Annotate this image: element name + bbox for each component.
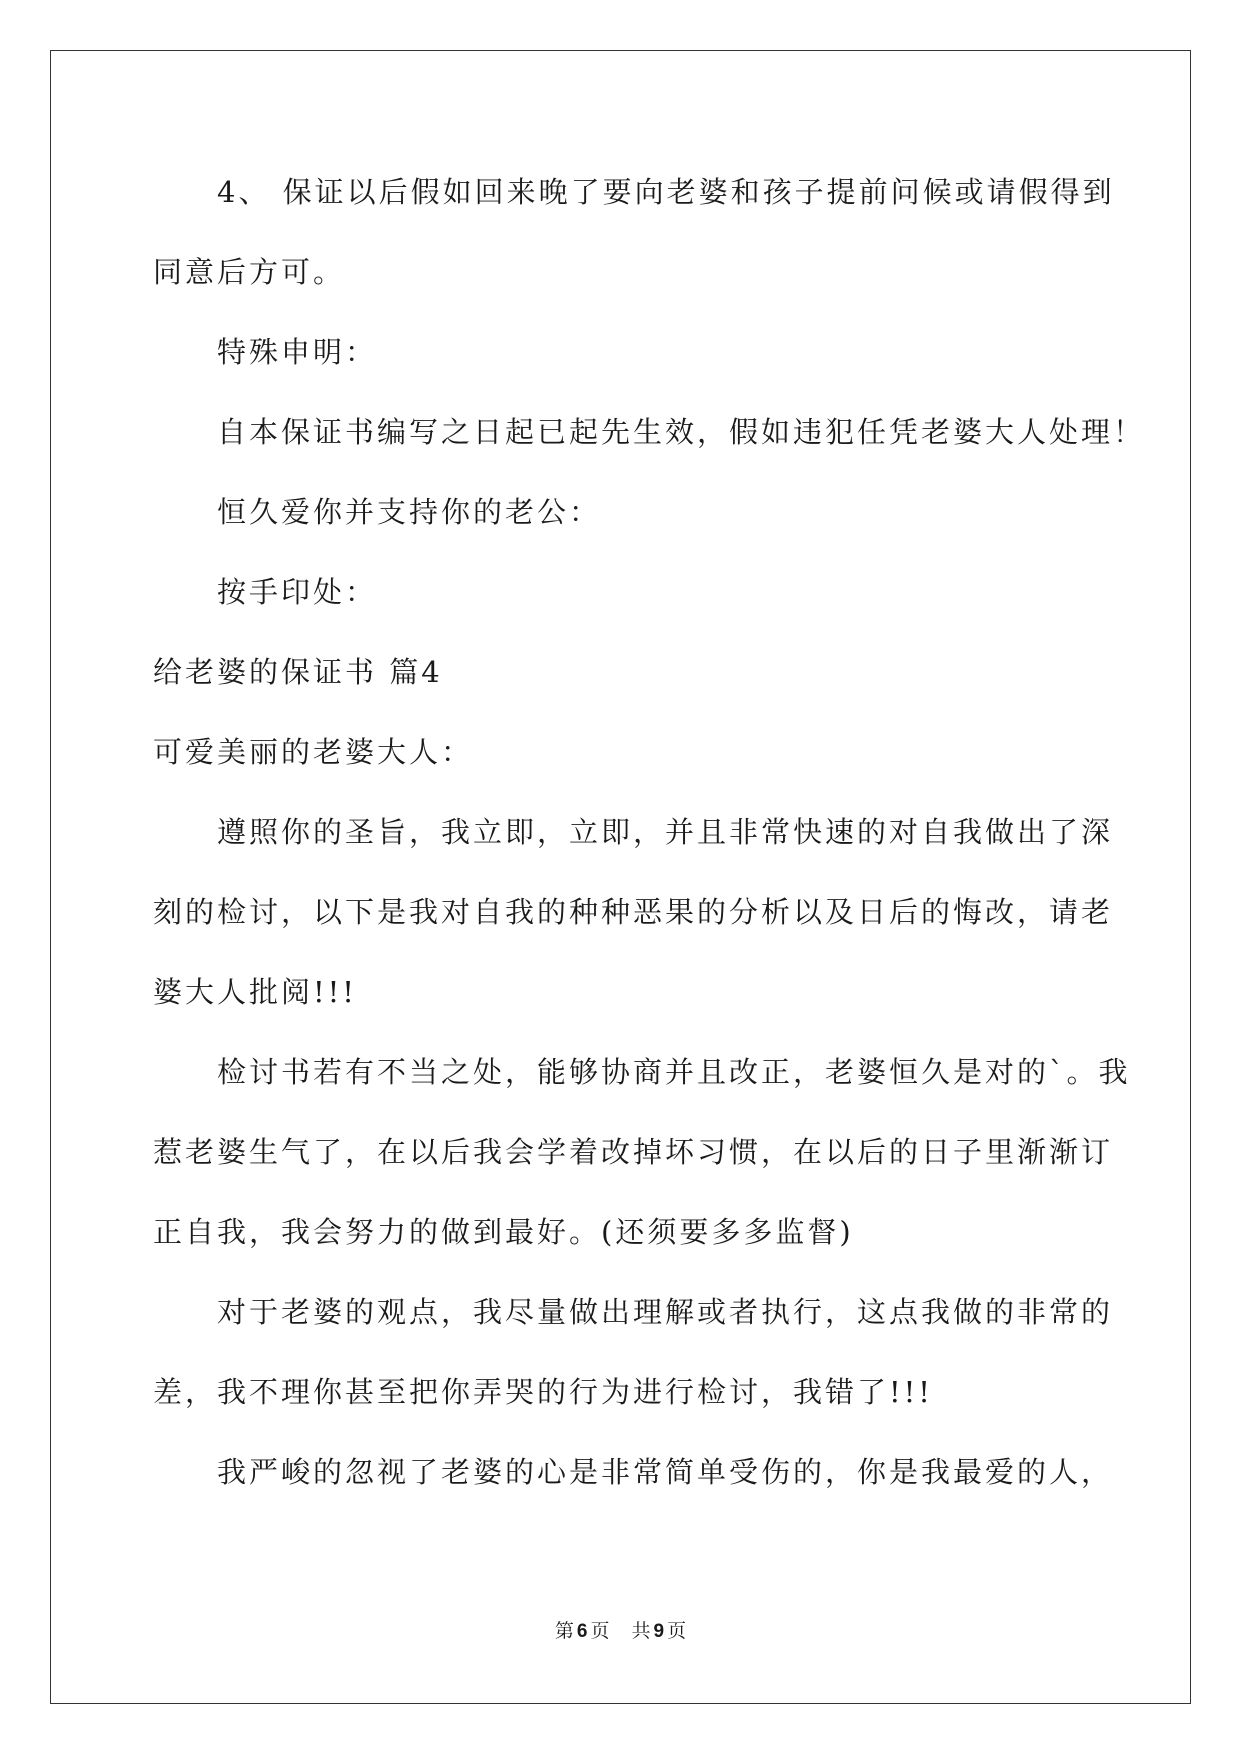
footer-page-suffix: 页 [590, 1620, 610, 1642]
section-heading: 给老婆的保证书 篇4 [153, 655, 443, 689]
footer-prefix: 第 [554, 1620, 574, 1642]
current-page-number: 6 [576, 1621, 588, 1642]
footer-total-prefix: 共 [631, 1620, 651, 1642]
text-line-15: 对于老婆的观点，我尽量做出理解或者执行，这点我做的非常的 [153, 1295, 1114, 1329]
text-line-11: 婆大人批阅!!! [153, 975, 357, 1009]
page-footer [0, 1618, 1241, 1645]
text-line-13: 惹老婆生气了，在以后我会学着改掉坏习惯，在以后的日子里渐渐订 [153, 1135, 1114, 1169]
text-line-12: 检讨书若有不当之处，能够协商并且改正，老婆恒久是对的`。我 [153, 1055, 1131, 1089]
footer-total-suffix: 页 [667, 1620, 687, 1642]
text-line-4: 自本保证书编写之日起已起先生效，假如违犯任凭老婆大人处理！ [153, 415, 1146, 449]
text-line-1: 4、 保证以后假如回来晚了要向老婆和孩子提前问候或请假得到 [153, 175, 1115, 209]
text-line-17: 我严峻的忽视了老婆的心是非常简单受伤的，你是我最爱的人， [153, 1455, 1114, 1489]
text-line-5: 恒久爱你并支持你的老公： [153, 495, 602, 529]
text-line-3: 特殊申明： [153, 335, 378, 369]
total-pages-number: 9 [653, 1621, 665, 1642]
text-line-10: 刻的检讨，以下是我对自我的种种恶果的分析以及日后的悔改，请老 [153, 895, 1114, 929]
text-line-6: 按手印处： [153, 575, 378, 609]
text-line-2: 同意后方可。 [153, 255, 346, 289]
text-line-8: 可爱美丽的老婆大人： [153, 735, 474, 769]
text-line-16: 差，我不理你甚至把你弄哭的行为进行检讨，我错了!!! [153, 1375, 933, 1409]
text-line-9: 遵照你的圣旨，我立即，立即，并且非常快速的对自我做出了深 [153, 815, 1114, 849]
text-line-14: 正自我，我会努力的做到最好。(还须要多多监督) [153, 1215, 854, 1249]
